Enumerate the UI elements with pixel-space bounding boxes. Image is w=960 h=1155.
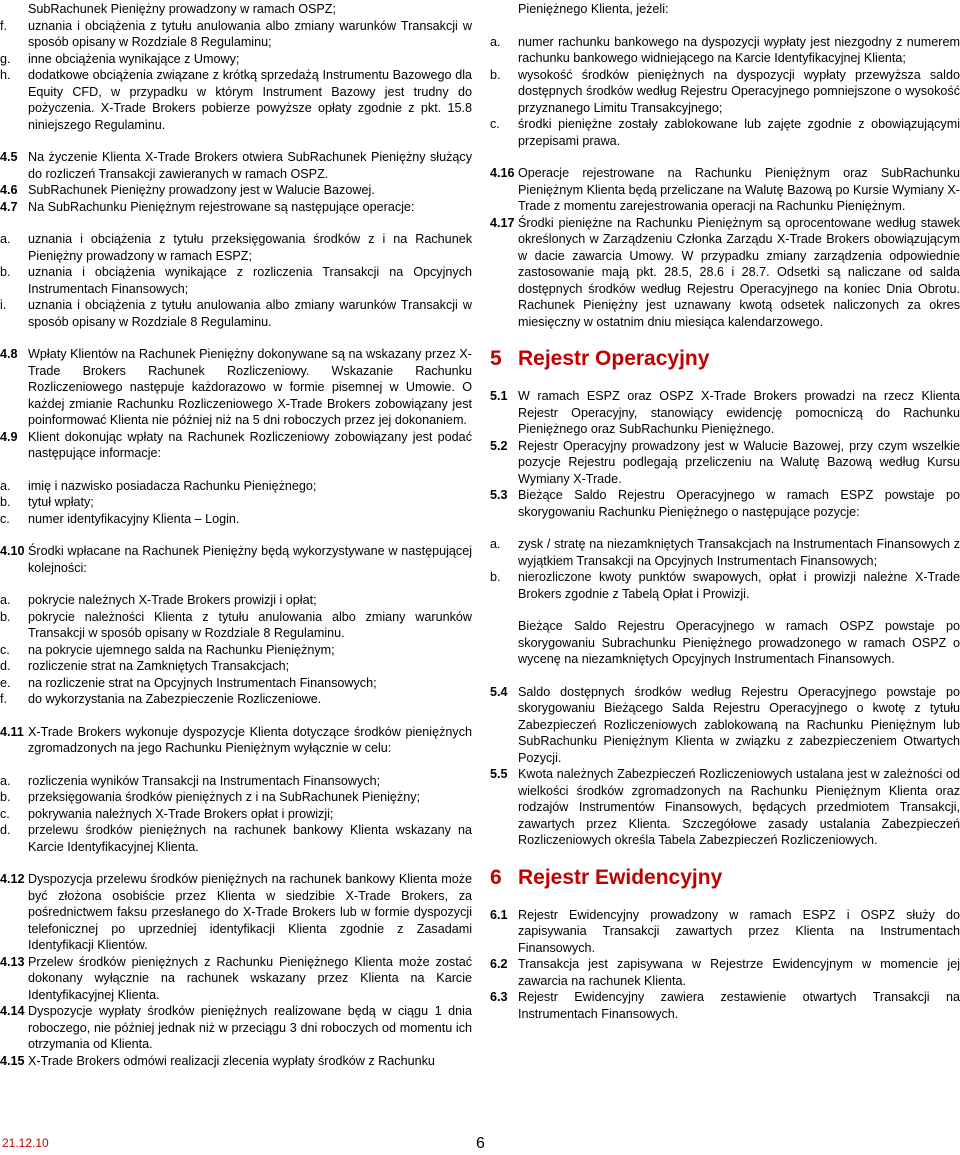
continued-line: Pieniężnego Klienta, jeżeli:	[518, 2, 669, 16]
item-text: X-Trade Brokers odmówi realizacji zlecenia wypłaty środków z Rachunku	[28, 1053, 435, 1068]
point-4-9	[0, 429, 472, 462]
point-item	[490, 907, 960, 957]
list-item	[0, 806, 472, 823]
item-text: Operacje rejestrowane na Rachunku Pieniężnym oraz SubRachunku Pieniężnym Klienta będą przeliczane na Walutę Bazową po Kursie Wymiany X-Trade z momentu zarejestrowania operacji na Rachunku Pieniężnym.	[518, 166, 960, 213]
item-text: Rejestr Ewidencyjny prowadzony w ramach ESPZ i OSPZ służy do zapisywania Transakcji zawartych przez Klienta na Instrumentach Finansowych.	[518, 907, 960, 955]
item-marker: 4.14	[0, 1004, 25, 1018]
item-marker: 4.10	[0, 544, 25, 558]
item-marker: 6.3	[490, 990, 508, 1004]
list-item	[490, 569, 960, 602]
list-item	[490, 34, 960, 67]
item-text: Przelew środków pieniężnych z Rachunku Pieniężnego Klienta może zostać dokonany wyłącznie na rachunek wskazany przez Klienta na Karcie Identyfikacyjnej Klienta.	[28, 954, 472, 1002]
section-heading-5	[490, 346, 960, 372]
item-marker: i.	[0, 298, 7, 312]
list-item	[0, 773, 472, 790]
point-4-10	[0, 543, 472, 576]
point-item	[0, 871, 472, 954]
point-item	[490, 388, 960, 438]
item-text: rozliczenie strat na Zamkniętych Transakcjach;	[28, 659, 290, 673]
item-marker: b.	[490, 570, 501, 584]
point-item	[490, 766, 960, 849]
list-item	[0, 264, 472, 297]
item-text: nierozliczone kwoty punktów swapowych, opłat i prowizji należne X-Trade Brokers zgodnie z Tabelą Opłat i Prowizji.	[518, 570, 960, 601]
item-marker: b.	[0, 790, 11, 804]
list-item	[0, 789, 472, 806]
section-number: 5	[490, 347, 502, 370]
item-marker: c.	[0, 806, 10, 821]
item-text: uznania i obciążenia z tytułu przeksięgowania środków z i na Rachunek Pieniężny prowadzony w ramach ESPZ;	[28, 232, 472, 263]
item-marker: 4.15	[0, 1053, 25, 1068]
item-text: zysk / stratę na niezamkniętych Transakcjach na Instrumentach Finansowych z wyjątkiem Transakcji na Opcyjnych Instrumentach Finansowych;	[518, 537, 960, 568]
item-marker: 4.9	[0, 429, 18, 444]
point-item	[490, 989, 960, 1022]
item-marker: 5.2	[490, 438, 508, 453]
continued-line: SubRachunek Pieniężny prowadzony w ramach OSPZ;	[28, 2, 336, 16]
item-marker: 4.5	[0, 150, 18, 164]
list-item	[0, 494, 472, 511]
item-text: Dyspozycja przelewu środków pieniężnych na rachunek bankowy Klienta może być złożona osobiście przez Klienta w siedzibie X-Trade Brokers, za pośrednictwem faksu przesłanego do X-Trade Brokers lub w formie dyspozycji telefonicznej po uprzedniej identyfikacji Klienta zgodnie z Zasadami Identyfikacji Klientów.	[28, 872, 472, 952]
item-marker: b.	[490, 67, 501, 82]
list-item	[490, 116, 960, 149]
item-text: Rejestr Operacyjny prowadzony jest w Walucie Bazowej, przy czym wszelkie pozycje Rejestru podlegają przeliczeniu na Walutę Bazową według Kursu Wymiany X-Trade.	[518, 438, 960, 486]
list-item	[0, 642, 472, 659]
item-text: do wykorzystania na Zabezpieczenie Rozliczeniowe.	[28, 692, 322, 706]
list-item	[0, 658, 472, 675]
item-marker: a.	[0, 773, 11, 788]
item-marker: 6.2	[490, 957, 508, 971]
item-marker: b.	[0, 609, 11, 624]
list-item	[490, 67, 960, 117]
point-item	[0, 182, 472, 199]
section-number: 6	[490, 865, 502, 889]
item-marker: f.	[0, 18, 7, 33]
section-title: Rejestr Ewidencyjny	[518, 865, 723, 889]
item-text: środki pieniężne zostały zablokowane lub zajęte zgodnie z obowiązującymi przepisami prawa.	[518, 117, 960, 148]
item-marker: 4.6	[0, 183, 18, 197]
section-title: Rejestr Operacyjny	[518, 347, 710, 370]
item-text: Wpłaty Klientów na Rachunek Pieniężny dokonywane są na wskazany przez X-Trade Brokers Rachunek Rozliczeniowy. Wskazanie Rachunku Rozliczeniowego następuje każdorazowo w formie pisemnej w Umowie. O każdej zmianie Rachunku Rozliczeniowego X-Trade Brokers zobowiązany jest poinformować Klienta nie później niż na 5 dni roboczych przez jej dokonaniem.	[28, 347, 472, 427]
list-item	[0, 51, 472, 68]
item-text: inne obciążenia wynikające z Umowy;	[28, 51, 240, 66]
item-text: W ramach ESPZ oraz OSPZ X-Trade Brokers prowadzi na rzecz Klienta Rejestr Operacyjny, stanowiący ewidencję pomocniczą do Rachunku Pieniężnego oraz SubRachunku Pieniężnego.	[518, 389, 960, 436]
item-text: Na życzenie Klienta X-Trade Brokers otwiera SubRachunek Pieniężny służący do rozliczeń Transakcji zawieranych w ramach OSPZ.	[28, 150, 472, 181]
item-text: numer identyfikacyjny Klienta – Login.	[28, 511, 240, 526]
item-marker: 5.4	[490, 684, 508, 699]
list-item	[0, 592, 472, 609]
section-heading-6	[490, 865, 960, 891]
item-marker: 4.8	[0, 347, 18, 361]
point-4-8	[0, 346, 472, 429]
paragraph-5-3-cont: Bieżące Saldo Rejestru Operacyjnego w ramach OSPZ powstaje po skorygowaniu Subrachunku Pieniężnego prowadzonego w ramach OSPZ o wycenę na niezamkniętych Opcyjnych Instrumentach Finansowych.	[518, 619, 960, 666]
list-item	[0, 478, 472, 495]
footer-date: 21.12.10	[2, 1136, 49, 1150]
item-marker: 4.12	[0, 872, 25, 886]
item-marker: 5.3	[490, 488, 508, 502]
item-marker: 6.1	[490, 907, 508, 922]
item-marker: a.	[490, 537, 501, 551]
right-column	[490, 0, 960, 1022]
list-item	[0, 675, 472, 692]
item-marker: c.	[490, 117, 500, 131]
item-text: na rozliczenie strat na Opcyjnych Instrumentach Finansowych;	[28, 675, 377, 690]
item-text: X-Trade Brokers wykonuje dyspozycje Klienta dotyczące środków pieniężnych zgromadzonych na jego Rachunku Pieniężnym wyłącznie w celu:	[28, 724, 472, 755]
point-item	[0, 199, 472, 216]
item-marker: a.	[490, 34, 501, 49]
item-marker: f.	[0, 692, 7, 706]
point-item	[0, 1003, 472, 1053]
item-text: pokrycie należnych X-Trade Brokers prowizji i opłat;	[28, 593, 317, 607]
item-text: uznania i obciążenia z tytułu anulowania albo zmiany warunków Transakcji w sposób opisany w Rozdziale 8 Regulaminu.	[28, 298, 472, 329]
item-marker: h.	[0, 68, 11, 82]
point-item	[0, 149, 472, 182]
item-text: na pokrycie ujemnego salda na Rachunku Pieniężnym;	[28, 642, 335, 657]
item-text: numer rachunku bankowego na dyspozycji wypłaty jest niezgodny z numerem rachunku bankowego widniejącego na Karcie Identyfikacyjnej Klienta;	[518, 34, 960, 65]
point-item	[490, 215, 960, 331]
point-item	[0, 954, 472, 1004]
item-text: Transakcja jest zapisywana w Rejestrze Ewidencyjnym w momencie jej zawarcia na rachunek Klienta.	[518, 957, 960, 988]
item-marker: d.	[0, 659, 11, 673]
point-item	[490, 487, 960, 520]
point-item	[490, 165, 960, 215]
item-text: Dyspozycje wypłaty środków pieniężnych realizowane będą w ciągu 1 dnia roboczego, nie później jednak niż w przeciągu 3 dni roboczych od momentu ich otrzymania od Klienta.	[28, 1004, 472, 1051]
item-text: imię i nazwisko posiadacza Rachunku Pieniężnego;	[28, 478, 317, 493]
point-item	[490, 956, 960, 989]
item-marker: 4.17	[490, 215, 515, 230]
item-marker: e.	[0, 675, 11, 690]
item-text: pokrycie należności Klienta z tytułu anulowania albo zmiany warunków Transakcji w sposób opisany w Rozdziale 8 Regulaminu.	[28, 609, 472, 640]
item-text: przeksięgowania środków pieniężnych z i na SubRachunek Pieniężny;	[28, 790, 421, 804]
item-text: tytuł wpłaty;	[28, 495, 94, 509]
item-text: Saldo dostępnych środków według Rejestru Operacyjnego powstaje po skorygowaniu Bieżącego Salda Rejestru Operacyjnego o kwotę z tytułu Zabezpieczeń Rozliczeniowych zablokowaną na Rachunku Pieniężnym lub SubRachunku Pieniężnym Klienta w związku z zabezpieczeniem Otwartych Pozycji.	[518, 684, 960, 765]
item-text: Klient dokonując wpłaty na Rachunek Rozliczeniowy zobowiązany jest podać następujące informacje:	[28, 429, 472, 460]
item-text: Rejestr Ewidencyjny zawiera zestawienie otwartych Transakcji na Instrumentach Finansowych.	[518, 990, 960, 1021]
item-marker: a.	[0, 232, 11, 246]
item-text: SubRachunek Pieniężny prowadzony jest w Walucie Bazowej.	[28, 183, 375, 197]
point-4-11	[0, 724, 472, 757]
item-marker: b.	[0, 495, 11, 509]
item-marker: 5.5	[490, 767, 508, 781]
item-marker: 4.13	[0, 954, 25, 969]
item-text: przelewu środków pieniężnych na rachunek bankowy Klienta wskazany na Karcie Identyfikacyjnej Klienta.	[28, 823, 472, 854]
point-item	[490, 438, 960, 488]
item-marker: b.	[0, 265, 11, 279]
list-item	[490, 536, 960, 569]
item-text: Środki pieniężne na Rachunku Pieniężnym są oprocentowane według stawek określonych w Zarządzeniu Członka Zarządu X-Trade Brokers obowiązującym w dacie zawarcia Umowy. W przypadku zmiany zarządzenia odpowiednie zastosowanie mają pkt. 28.5, 28.6 i 28.7. Odsetki są naliczane od salda dostępnych środków według Rejestru Operacyjnego na koniec Dnia Obrotu. Rachunek Pieniężny jest uznawany kwotą odsetek naliczonych za okres miesięczny w ostatnim dniu miesiąca kalendarzowego.	[518, 215, 960, 329]
item-marker: a.	[0, 478, 11, 493]
item-text: Środki wpłacane na Rachunek Pieniężny będą wykorzystywane w następującej kolejności:	[28, 544, 472, 575]
item-marker: 5.1	[490, 389, 508, 403]
list-item	[0, 231, 472, 264]
item-marker: a.	[0, 593, 11, 607]
left-column	[0, 0, 472, 1069]
list-item	[0, 691, 472, 708]
item-text: pokrywania należnych X-Trade Brokers opłat i prowizji;	[28, 806, 334, 821]
item-marker: d.	[0, 823, 11, 837]
list-item	[0, 297, 472, 330]
point-item	[490, 684, 960, 767]
item-text: wysokość środków pieniężnych na dyspozycji wypłaty przewyższa saldo dostępnych środków według Rejestru Operacyjnego pomniejszone o wysokość przyznanego Limitu Transakcyjnego;	[518, 67, 960, 115]
item-text: uznania i obciążenia wynikające z rozliczenia Transakcji na Opcyjnych Instrumentach Finansowych;	[28, 265, 472, 296]
list-item	[0, 822, 472, 855]
item-text: Bieżące Saldo Rejestru Operacyjnego w ramach ESPZ powstaje po skorygowaniu Rachunku Pieniężnego o następujące pozycje:	[518, 488, 960, 519]
item-marker: c.	[0, 642, 10, 657]
point-item	[0, 1053, 472, 1070]
item-marker: 4.7	[0, 199, 18, 214]
page-number: 6	[476, 1135, 485, 1152]
list-item	[0, 511, 472, 528]
item-marker: g.	[0, 51, 11, 66]
item-marker: 4.16	[490, 166, 515, 180]
item-text: Na SubRachunku Pieniężnym rejestrowane są następujące operacje:	[28, 199, 415, 214]
item-marker: 4.11	[0, 724, 24, 739]
item-text: rozliczenia wyników Transakcji na Instrumentach Finansowych;	[28, 773, 381, 788]
list-item	[0, 67, 472, 133]
item-text: Kwota należnych Zabezpieczeń Rozliczeniowych ustalana jest w zależności od wielkości środków zgromadzonych na Rachunku Pieniężnym Klienta oraz rodzajów Instrumentów Finansowych, będących przedmiotem Transakcji, zawartych przez Klienta. Szczegółowe zasady ustalania Zabezpieczeń Rozliczeniowych określa Tabela Zabezpieczeń Rozliczeniowych.	[518, 767, 960, 847]
item-marker: c.	[0, 511, 10, 526]
list-item	[0, 18, 472, 51]
list-item	[0, 609, 472, 642]
item-text: uznania i obciążenia z tytułu anulowania albo zmiany warunków Transakcji w sposób opisany w Rozdziale 8 Regulaminu;	[28, 18, 472, 49]
item-text: dodatkowe obciążenia związane z krótką sprzedażą Instrumentu Bazowego dla Equity CFD, w przypadku w którym Instrument Bazowy jest trudny do pożyczenia. X-Trade Brokers pobierze powyższe opłaty zgodnie z pkt. 15.8 niniejszego Regulaminu.	[28, 68, 472, 132]
